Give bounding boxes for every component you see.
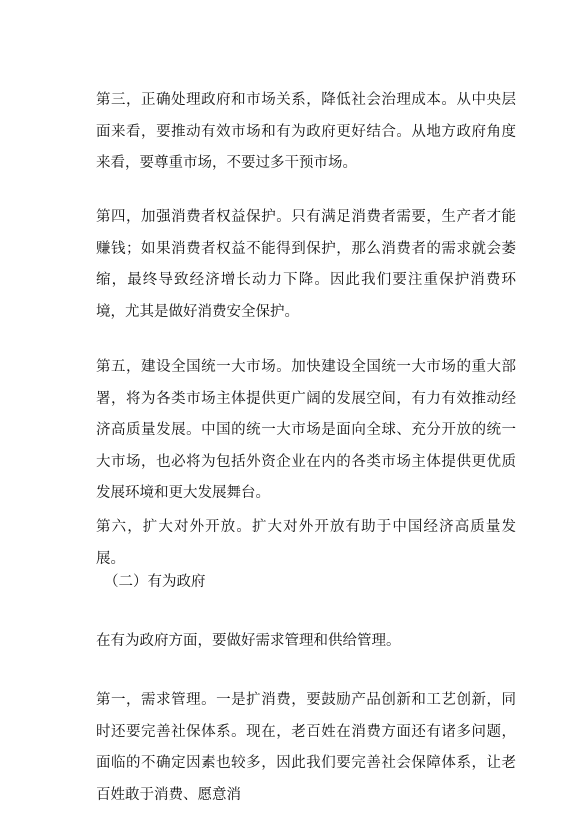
paragraph-sixth-point: 第六，扩大对外开放。扩大对外开放有助于中国经济高质量发展。 <box>96 519 516 567</box>
paragraph-section-intro: 在有为政府方面，要做好需求管理和供给管理。 <box>96 633 401 649</box>
paragraph-fifth-point: 第五，建设全国统一大市场。加快建设全国统一大市场的重大部署，将为各类市场主体提供更广阔的发展空间，有力有效推动经济高质量发展。中国的统一大市场是面向全球、充分开放的统一大市场，也必将为包括外资企业在内的各类市场主体提供更优质发展环境和更大发展舞台。 <box>96 359 516 501</box>
section-heading: （二）有为政府 <box>104 574 206 590</box>
paragraph-fourth-point: 第四，加强消费者权益保护。只有满足消费者需要，生产者才能赚钱；如果消费者权益不能得到保护，那么消费者的需求就会萎缩，最终导致经济增长动力下降。因此我们要注重保护消费环境，尤其是做好消费安全保护。 <box>96 209 516 320</box>
paragraph-third-point: 第三，正确处理政府和市场关系，降低社会治理成本。从中央层面来看，要推动有效市场和有为政府更好结合。从地方政府角度来看，要尊重市场，不要过多干预市场。 <box>96 92 516 171</box>
paragraph-demand-management: 第一，需求管理。一是扩消费，要鼓励产品创新和工艺创新，同时还要完善社保体系。现在，老百姓在消费方面还有诸多问题，面临的不确定因素也较多，因此我们要完善社会保障体系，让老百姓敢于消费、愿意消 <box>96 692 516 803</box>
